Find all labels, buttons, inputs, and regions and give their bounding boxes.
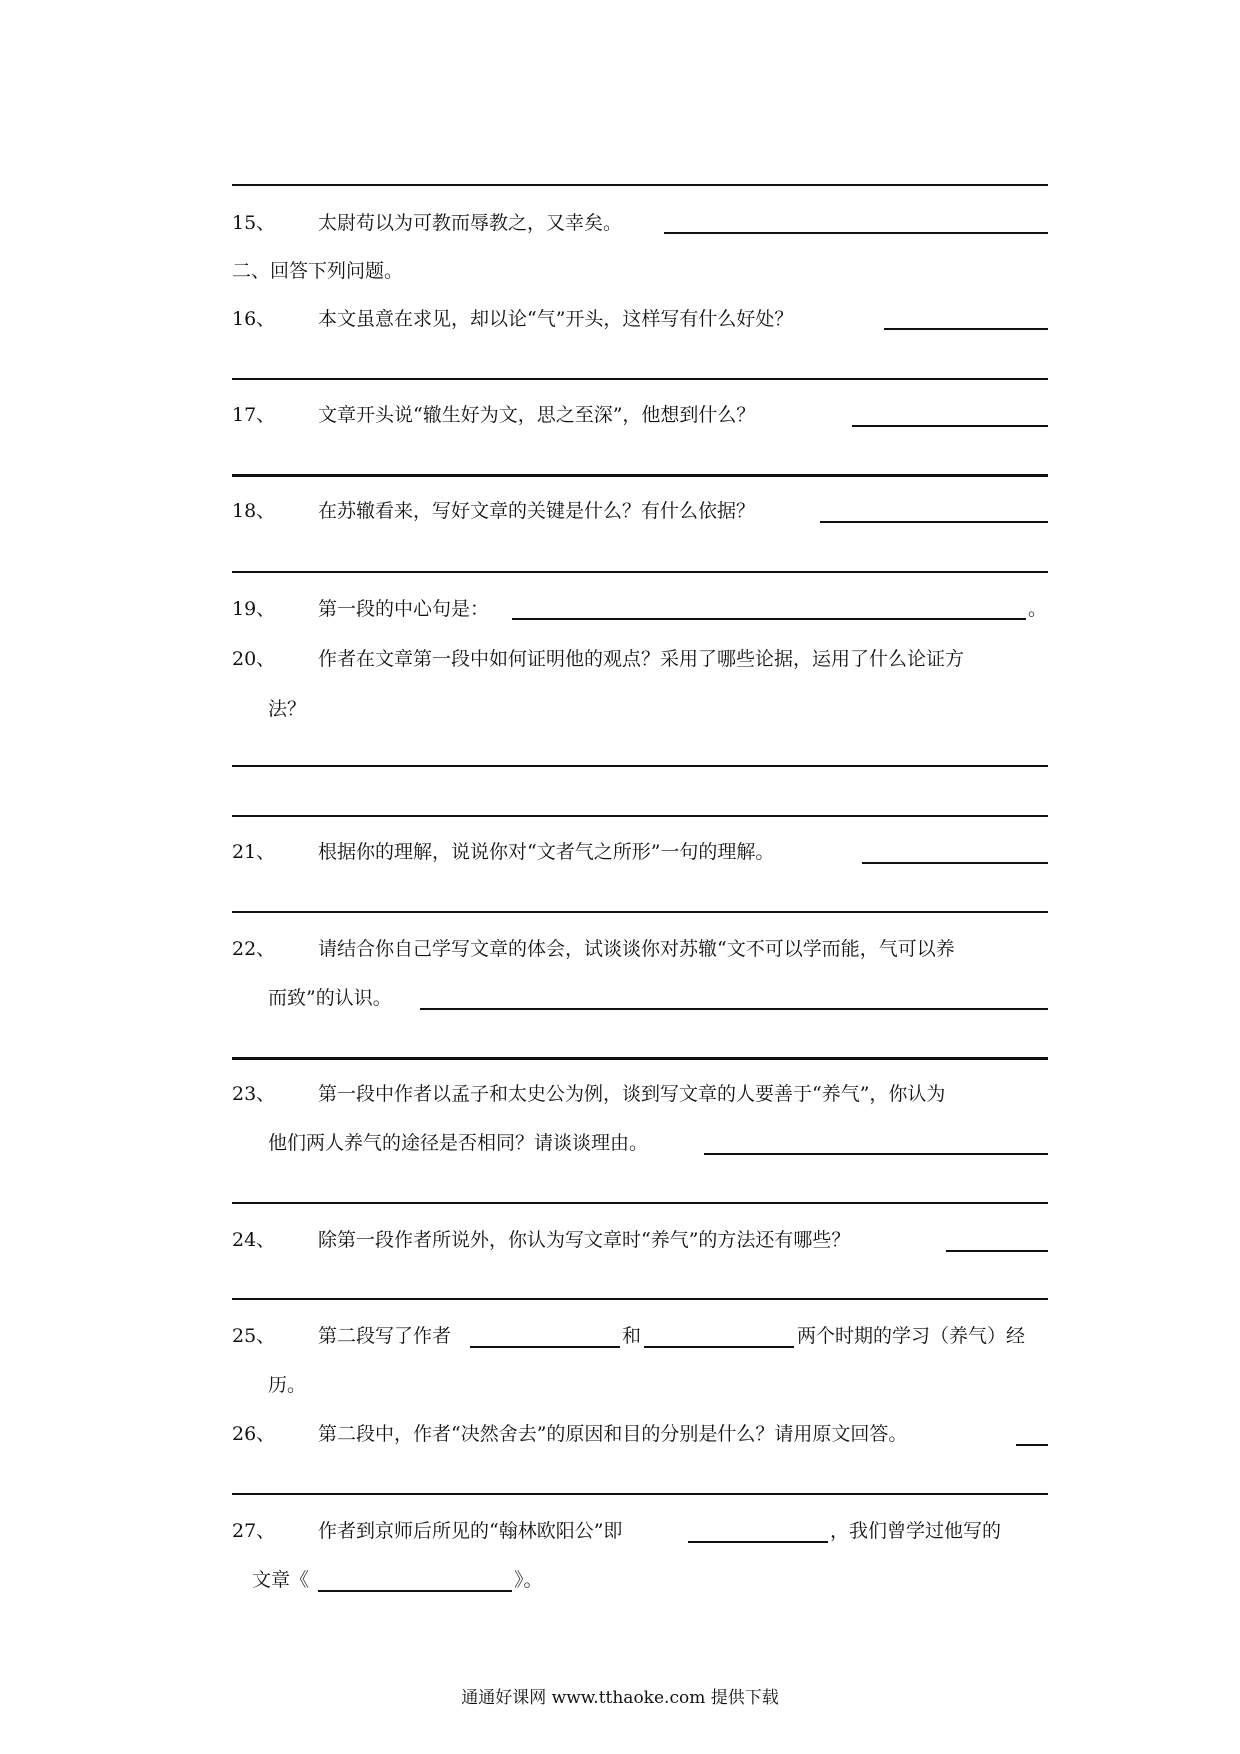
question-text: 两个时期的学习（养气）经 <box>797 1325 1026 1347</box>
answer-line <box>232 815 1048 817</box>
answer-line <box>232 1493 1048 1495</box>
question-text: ，我们曾学过他写的 <box>830 1520 1002 1542</box>
answer-line <box>232 474 1048 477</box>
question-text-continued: 而致”的认识。 <box>268 987 392 1009</box>
answer-blank <box>946 1250 1048 1252</box>
question-text: 文章开头说“辙生好为文，思之至深”，他想到什么？ <box>318 404 756 426</box>
question-number: 27、 <box>232 1520 276 1542</box>
question-number: 25、 <box>232 1325 276 1347</box>
answer-blank <box>852 425 1048 427</box>
answer-blank <box>688 1541 828 1543</box>
question-number: 16、 <box>232 308 276 330</box>
question-number: 24、 <box>232 1229 276 1251</box>
answer-line <box>232 1057 1048 1060</box>
answer-line <box>232 911 1048 913</box>
answer-blank <box>318 1590 512 1592</box>
question-text: 第一段的中心句是： <box>318 598 490 620</box>
question-text: 根据你的理解，说说你对“文者气之所形”一句的理解。 <box>318 841 775 863</box>
answer-blank <box>862 862 1048 864</box>
question-text-continued: 文章《 <box>252 1569 310 1591</box>
question-text: 作者到京师后所见的“翰林欧阳公”即 <box>318 1520 623 1542</box>
answer-blank <box>664 232 1048 234</box>
question-text: 请结合你自己学写文章的体会，试谈谈你对苏辙“文不可以学而能，气可以养 <box>318 938 955 960</box>
question-text-continued: 他们两人养气的途径是否相同？请谈谈理由。 <box>268 1132 649 1154</box>
answer-blank <box>1016 1444 1048 1446</box>
question-number: 23、 <box>232 1083 276 1105</box>
question-text-continued: 法？ <box>268 698 307 720</box>
question-text: 第二段写了作者 <box>318 1325 452 1347</box>
answer-blank <box>420 1008 1048 1010</box>
question-text: 第一段中作者以孟子和太史公为例，谈到写文章的人要善于“养气”，你认为 <box>318 1083 946 1105</box>
question-number: 17、 <box>232 404 276 426</box>
question-number: 22、 <box>232 938 276 960</box>
answer-blank <box>512 618 1026 620</box>
question-text: 第二段中，作者“决然舍去”的原因和目的分别是什么？请用原文回答。 <box>318 1423 908 1445</box>
question-text: 和 <box>622 1325 642 1347</box>
question-text: 在苏辙看来，写好文章的关键是什么？有什么依据？ <box>318 500 756 522</box>
question-text: 作者在文章第一段中如何证明他的观点？采用了哪些论据，运用了什么论证方 <box>318 648 965 670</box>
answer-line <box>232 378 1048 380</box>
answer-blank <box>820 521 1048 523</box>
answer-blank <box>470 1346 620 1348</box>
question-text: 太尉苟以为可教而辱教之，又幸矣。 <box>318 212 623 234</box>
answer-blank <box>884 328 1048 330</box>
answer-line <box>232 571 1048 573</box>
question-text-continued: 》。 <box>514 1569 543 1591</box>
section-heading: 二、回答下列问题。 <box>232 260 404 282</box>
answer-line <box>232 1298 1048 1300</box>
question-text: 本文虽意在求见，却以论“气”开头，这样写有什么好处？ <box>318 308 794 330</box>
question-end-punctuation: 。 <box>1028 598 1048 620</box>
question-number: 21、 <box>232 841 276 863</box>
answer-line <box>232 1202 1048 1204</box>
question-text-continued: 历。 <box>268 1374 307 1396</box>
question-number: 20、 <box>232 648 276 670</box>
answer-blank <box>704 1153 1048 1155</box>
answer-line <box>232 184 1048 186</box>
answer-blank <box>644 1346 794 1348</box>
page-footer: 通通好课网 www.tthaoke.com 提供下载 <box>461 1688 779 1708</box>
question-number: 15、 <box>232 212 276 234</box>
question-number: 18、 <box>232 500 276 522</box>
question-text: 除第一段作者所说外，你认为写文章时“养气”的方法还有哪些？ <box>318 1229 851 1251</box>
question-number: 26、 <box>232 1423 276 1445</box>
question-number: 19、 <box>232 598 276 620</box>
answer-line <box>232 765 1048 767</box>
